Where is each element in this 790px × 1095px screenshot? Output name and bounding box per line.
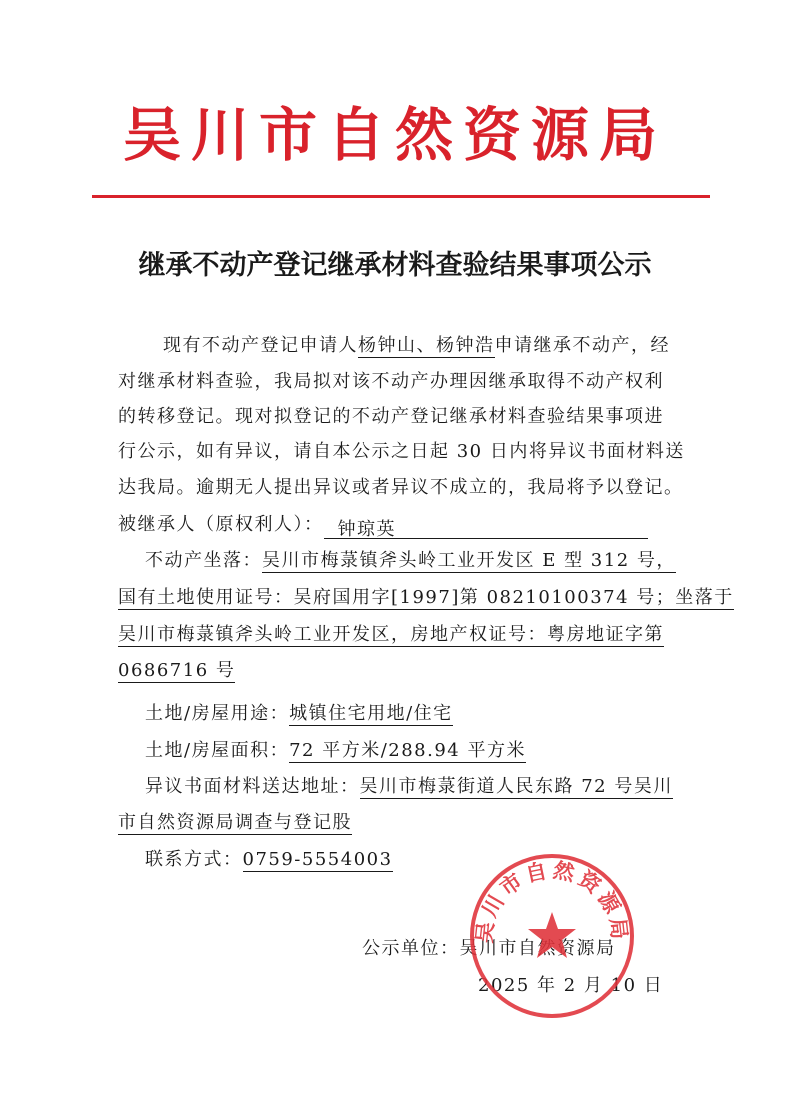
- usage-value: 城镇住宅用地/住宅: [289, 703, 453, 724]
- address-row: [145, 773, 673, 801]
- location-line-4-row: [118, 657, 235, 685]
- location-line-2-row: [118, 584, 734, 612]
- decedent-row: [118, 511, 648, 539]
- header-divider: [92, 195, 710, 198]
- location-line-3: 吴川市梅菉镇斧头岭工业开发区，房地产权证号：粤房地证字第: [118, 624, 664, 645]
- svg-text:吴川市自然资源局: 吴川市自然资源局: [472, 857, 632, 945]
- contact-label: 联系方式：: [145, 849, 243, 870]
- paragraph-line-4: 行公示，如有异议，请自本公示之日起 30 日内将异议书面材料送: [118, 441, 685, 462]
- decedent-underline: [324, 516, 648, 539]
- org-header: 吴川市自然资源局: [122, 101, 667, 169]
- location-line-2: 国有土地使用证号：吴府国用字[1997]第 08210100374 号；坐落于: [118, 587, 734, 608]
- area-row: [145, 737, 526, 765]
- contact-value: 0759-5554003: [242, 849, 393, 870]
- address-label: 异议书面材料送达地址：: [145, 776, 360, 797]
- decedent-label: 被继承人（原权利人）：: [118, 514, 324, 535]
- location-label: 不动产坐落：: [145, 550, 262, 571]
- usage-label: 土地/房屋用途：: [145, 703, 290, 724]
- paragraph-line-3: 的转移登记。现对拟登记的不动产登记继承材料查验结果事项进: [118, 406, 664, 427]
- paragraph-line-1: [163, 332, 670, 360]
- address-line-2-row: [118, 809, 352, 837]
- location-line-4: 0686716 号: [118, 660, 236, 681]
- issuer-label: 公示单位：: [362, 938, 460, 959]
- paragraph-line-5: 达我局。逾期无人提出异议或者异议不成立的，我局将予以登记。: [118, 477, 684, 498]
- applicant-intro: 现有不动产登记申请人: [163, 335, 358, 356]
- area-label: 土地/房屋面积：: [145, 740, 290, 761]
- location-line-3-row: [118, 621, 664, 649]
- applicant-names: 杨钟山、杨钟浩: [358, 335, 495, 356]
- decedent-value: 钟琼英: [337, 519, 396, 540]
- usage-row: [145, 700, 453, 728]
- area-value: 72 平方米/288.94 平方米: [289, 740, 526, 761]
- location-row: [145, 547, 676, 575]
- location-line-1: 吴川市梅菉镇斧头岭工业开发区 E 型 312 号，: [262, 550, 676, 571]
- applicant-outro: 申请继承不动产，经: [494, 335, 670, 356]
- page-title: 继承不动产登记继承材料查验结果事项公示: [138, 250, 652, 281]
- issuer-value: 吴川市自然资源局: [459, 938, 616, 959]
- contact-row: [145, 846, 393, 874]
- address-line-2: 市自然资源局调查与登记股: [118, 812, 352, 833]
- address-line-1: 吴川市梅菉街道人民东路 72 号吴川: [359, 776, 673, 797]
- issue-date: 2025 年 2 月 10 日: [478, 975, 664, 996]
- paragraph-line-2: 对继承材料查验，我局拟对该不动产办理因继承取得不动产权利: [118, 371, 664, 392]
- official-seal-icon: [468, 852, 636, 1020]
